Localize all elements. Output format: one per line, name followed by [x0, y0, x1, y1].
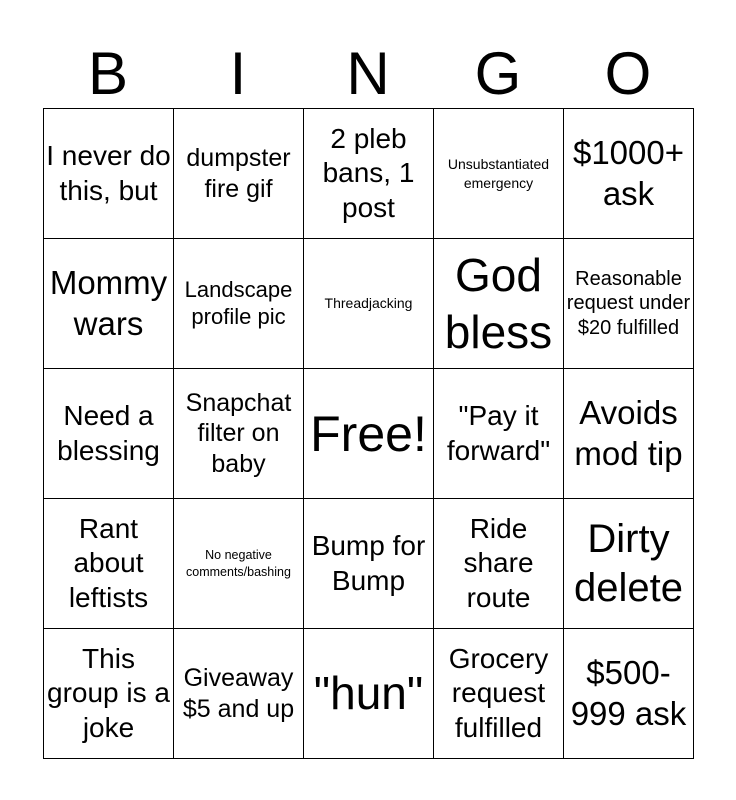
board-row [44, 109, 694, 239]
bingo-cell[interactable]: Need a blessing [44, 369, 174, 499]
bingo-cell[interactable]: Reasonable request under $20 fulfilled [564, 239, 694, 369]
bingo-cell[interactable]: dumpster fire gif [174, 109, 304, 239]
bingo-cell[interactable]: Snapchat filter on baby [174, 369, 304, 499]
bingo-cell[interactable]: Rant about leftists [44, 499, 174, 629]
board-row [44, 369, 694, 499]
bingo-cell[interactable]: "Pay it forward" [434, 369, 564, 499]
bingo-header [43, 40, 693, 108]
bingo-cell[interactable]: Giveaway $5 and up [174, 629, 304, 759]
bingo-cell[interactable]: Grocery request fulfilled [434, 629, 564, 759]
bingo-cell[interactable]: Ride share route [434, 499, 564, 629]
bingo-cell[interactable]: $500-999 ask [564, 629, 694, 759]
bingo-cell[interactable]: God bless [434, 239, 564, 369]
bingo-cell[interactable]: No negative comments/bashing [174, 499, 304, 629]
header-letter-g: G [474, 40, 522, 107]
free-space-cell[interactable]: Free! [304, 369, 434, 499]
bingo-cell[interactable]: I never do this, but [44, 109, 174, 239]
header-letter-o: O [604, 40, 652, 107]
header-letter-n: N [346, 40, 390, 107]
bingo-cell[interactable]: Mommy wars [44, 239, 174, 369]
bingo-cell[interactable]: Avoids mod tip [564, 369, 694, 499]
bingo-cell[interactable]: 2 pleb bans, 1 post [304, 109, 434, 239]
bingo-cell[interactable]: "hun" [304, 629, 434, 759]
bingo-cell[interactable]: This group is a joke [44, 629, 174, 759]
header-letter-i: I [229, 40, 247, 107]
bingo-cell[interactable]: Bump for Bump [304, 499, 434, 629]
bingo-cell[interactable]: Dirty delete [564, 499, 694, 629]
header-letter-b: B [87, 40, 129, 107]
bingo-cell[interactable]: Threadjacking [304, 239, 434, 369]
board-row [44, 239, 694, 369]
bingo-board [43, 108, 694, 759]
bingo-cell[interactable]: $1000+ ask [564, 109, 694, 239]
bingo-cell[interactable]: Unsubstantiated emergency [434, 109, 564, 239]
board-row [44, 629, 694, 759]
board-row [44, 499, 694, 629]
bingo-cell[interactable]: Landscape profile pic [174, 239, 304, 369]
